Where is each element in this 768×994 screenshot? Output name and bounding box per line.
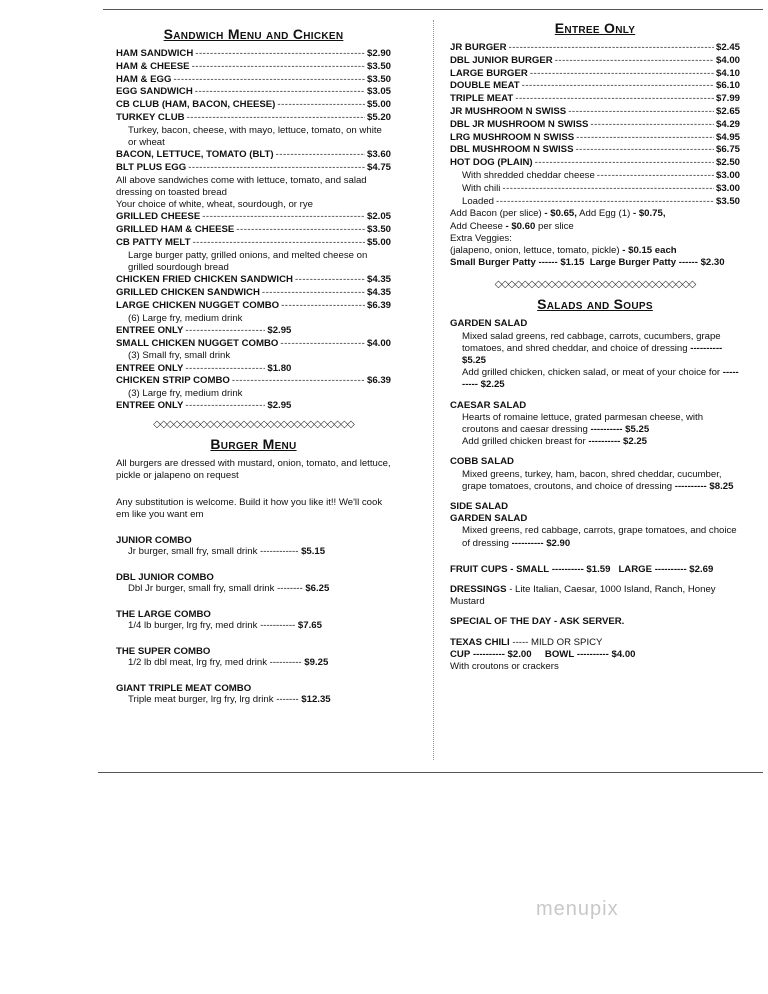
bowl-price: ---------- $4.00	[576, 648, 636, 660]
cobb-salad-title: COBB SALAD	[450, 456, 514, 468]
bread-choice-note: Your choice of white, wheat, sourdough, or rye	[116, 199, 313, 211]
item-price: $5.00	[366, 99, 391, 111]
entree-list	[450, 42, 740, 170]
item-price: $2.90	[366, 48, 391, 59]
leader-dots: -------	[276, 693, 299, 705]
item-name: DOUBLE MEAT	[450, 80, 520, 92]
add-egg-label: Add Egg (1)	[579, 208, 631, 220]
item-price: $4.29	[715, 118, 740, 130]
leader-dots	[185, 325, 265, 338]
item-name: GRILLED CHICKEN SANDWICH	[116, 286, 260, 298]
item-price: $4.75	[366, 161, 391, 173]
item-name: GRILLED CHEESE	[116, 211, 201, 223]
item-name: DBL MUSHROOM N SWISS	[450, 144, 574, 156]
add-cheese-price: - $0.60	[505, 220, 536, 232]
item-name: CB PATTY MELT	[116, 236, 191, 248]
caesar-addon	[450, 436, 740, 448]
leader-dots	[281, 300, 365, 313]
combo-item	[116, 535, 391, 558]
item-price: $2.95	[267, 324, 292, 336]
small-patty-price: ------ $1.15	[538, 257, 585, 269]
sandwich-list-3	[116, 211, 391, 249]
combo-line	[116, 657, 391, 669]
combo-item	[116, 572, 391, 595]
item-price: $3.50	[366, 73, 391, 85]
fruit-large-price: ---------- $2.69	[654, 563, 714, 575]
menu-item-row	[450, 119, 740, 132]
item-price: $4.35	[366, 274, 391, 286]
combo-price: $12.35	[301, 693, 331, 705]
menu-item-row	[116, 211, 391, 224]
menu-item-row	[450, 132, 740, 145]
combo-title: DBL JUNIOR COMBO	[116, 571, 214, 583]
item-name: CHICKEN STRIP COMBO	[116, 375, 230, 387]
side-garden-salad-title: GARDEN SALAD	[450, 513, 528, 525]
fruit-small-price: ---------- $1.59	[551, 563, 611, 575]
salads-heading: Salads and Soups	[537, 296, 653, 313]
large-patty-price: ------ $2.30	[678, 257, 725, 269]
combo-title: GIANT TRIPLE MEAT COMBO	[116, 682, 252, 694]
combo-title: THE SUPER COMBO	[116, 645, 211, 657]
menu-item-row	[450, 170, 740, 183]
menu-item-row	[116, 224, 391, 237]
cup-price: ---------- $2.00	[472, 648, 532, 660]
combo-description: 1/4 lb burger, lrg fry, med drink	[128, 619, 258, 631]
item-name: GRILLED HAM & CHEESE	[116, 224, 235, 236]
veggies-line	[450, 245, 740, 257]
menu-item-row	[116, 99, 391, 112]
item-price: $3.50	[366, 224, 391, 236]
leader-dots	[262, 287, 365, 300]
item-price: $4.00	[366, 337, 391, 349]
menu-item-row	[116, 149, 391, 162]
large-patty-label: Large Burger Patty	[589, 257, 677, 269]
item-price: $4.35	[366, 286, 391, 298]
leader-dots	[188, 162, 365, 175]
right-column	[450, 14, 740, 673]
sandwich-heading: Sandwich Menu and Chicken	[163, 26, 344, 42]
leader-dots	[280, 338, 365, 351]
menu-item-row	[450, 106, 740, 119]
add-egg-price: - $0.75,	[632, 208, 666, 220]
garden-salad-price: ---------- $5.25	[462, 342, 723, 366]
fruit-cups-line	[450, 564, 740, 576]
leader-dots	[232, 375, 365, 388]
fruit-large-label: LARGE	[618, 563, 653, 575]
special-title: SPECIAL OF THE DAY	[450, 616, 552, 628]
item-name: JR MUSHROOM N SWISS	[450, 105, 567, 117]
leader-dots	[185, 400, 265, 413]
special-line	[450, 616, 740, 628]
menu-item-row	[116, 237, 391, 250]
item-name: With shredded cheddar cheese	[462, 169, 595, 181]
hotdog-options	[450, 170, 740, 208]
menu-item-row	[116, 74, 391, 87]
leader-dots	[192, 237, 365, 250]
burger-intro: All burgers are dressed with mustard, onion, tomato, and lettuce, pickle or jalapeno on request	[116, 458, 391, 482]
leader-dots	[295, 274, 365, 287]
bottom-rule	[98, 772, 763, 773]
cup-label: CUP	[450, 648, 471, 660]
leader-dots	[576, 132, 714, 145]
menu-item-row	[116, 162, 391, 175]
garden-salad-text: Mixed salad greens, red cabbage, carrots, cucumbers, grape tomatoes, and shred cheddar, and choice of dressing	[462, 330, 721, 354]
leader-dots	[192, 61, 365, 74]
combo-price: $5.15	[301, 545, 326, 557]
leader-dots	[496, 196, 714, 209]
add-ons-line	[450, 208, 740, 220]
menu-item-row	[450, 55, 740, 68]
combo-title: THE LARGE COMBO	[116, 608, 211, 620]
combo-description: Dbl Jr burger, small fry, small drink	[128, 582, 275, 594]
add-cheese-unit: per slice	[538, 220, 574, 232]
side-salad-price: ---------- $2.90	[511, 537, 571, 549]
caesar-addon-price: ---------- $2.25	[588, 436, 648, 448]
sandwich-note: All above sandwiches come with lettuce, tomato, and salad dressing on toasted bread	[116, 174, 367, 198]
entree-only-row	[116, 325, 391, 338]
item-price: $6.39	[366, 375, 391, 387]
item-name: CHICKEN FRIED CHICKEN SANDWICH	[116, 274, 293, 286]
chili-sizes-line	[450, 649, 740, 661]
sandwich-list-2	[116, 149, 391, 175]
menu-item-row	[450, 183, 740, 196]
leader-dots: --------	[277, 582, 303, 594]
leader-dots	[195, 48, 365, 61]
garden-addon	[450, 367, 740, 391]
burger-heading: Burger Menu	[210, 436, 297, 453]
garden-addon-text: Add grilled chicken, chicken salad, or meat of your choice for	[462, 367, 721, 379]
menu-item-row	[116, 274, 391, 287]
item-price: $3.60	[366, 149, 391, 161]
item-price: $3.00	[715, 169, 740, 181]
leader-dots	[575, 144, 714, 157]
side-salad-title: SIDE SALAD	[450, 501, 509, 513]
bowl-label: BOWL	[544, 648, 575, 660]
combo-list	[116, 535, 391, 706]
item-name: EGG SANDWICH	[116, 86, 193, 98]
combo-item	[116, 683, 391, 706]
item-price: $2.45	[715, 42, 740, 53]
item-name: ENTREE ONLY	[116, 400, 184, 412]
diamond-divider: ◇◇◇◇◇◇◇◇◇◇◇◇◇◇◇◇◇◇◇◇◇◇◇◇◇◇◇◇◇◇	[153, 419, 354, 431]
menu-item-row	[116, 48, 391, 61]
leader-dots	[590, 119, 714, 132]
combo-line	[116, 546, 391, 558]
item-name: LRG MUSHROOM N SWISS	[450, 131, 575, 143]
chili-note: With croutons or crackers	[450, 661, 559, 673]
leader-dots	[277, 99, 365, 112]
garden-salad-description	[450, 331, 740, 368]
menu-item-row	[116, 287, 391, 300]
leader-dots	[509, 42, 714, 55]
chili-title: TEXAS CHILI	[450, 636, 510, 648]
item-name: DBL JR MUSHROOM N SWISS	[450, 118, 589, 130]
small-nugget-description: (3) Small fry, small drink	[128, 350, 231, 362]
menupix-watermark: menupix	[536, 898, 619, 920]
menu-item-row	[450, 93, 740, 106]
caesar-salad-title: CAESAR SALAD	[450, 399, 527, 411]
item-price: $3.00	[715, 182, 740, 194]
cobb-salad-text: Mixed greens, turkey, ham, bacon, shred cheddar, cucumber, grape tomatoes, croutons, and choice of dressing	[462, 468, 722, 492]
cobb-salad-description	[450, 469, 740, 493]
item-name: ENTREE ONLY	[116, 324, 184, 336]
top-rule	[103, 9, 763, 10]
entree-only-row	[116, 400, 391, 413]
item-price: $5.00	[366, 236, 391, 248]
combo-item	[116, 646, 391, 669]
add-cheese-label: Add Cheese	[450, 220, 503, 232]
leader-dots	[195, 86, 365, 99]
veggies-list: (jalapeno, onion, lettuce, tomato, pickle)	[450, 244, 620, 256]
item-price: $4.10	[715, 67, 740, 79]
item-name: Loaded	[462, 195, 495, 207]
item-price: $2.65	[715, 105, 740, 117]
item-name: LARGE CHICKEN NUGGET COMBO	[116, 299, 280, 311]
garden-salad-title: GARDEN SALAD	[450, 318, 528, 330]
item-price: $6.75	[715, 144, 740, 156]
leader-dots: ----------	[269, 656, 302, 668]
left-column	[116, 20, 391, 706]
leader-dots	[530, 68, 714, 81]
leader-dots: ------------	[260, 545, 299, 557]
combo-line	[116, 620, 391, 632]
leader-dots	[202, 211, 365, 224]
leader-dots	[236, 224, 365, 237]
item-name: BACON, LETTUCE, TOMATO (BLT)	[116, 149, 274, 161]
item-name: JR BURGER	[450, 42, 507, 53]
substitution-note: Any substitution is welcome. Build it how you like it!! We'll cook em like you want em	[116, 496, 383, 520]
combo-title: JUNIOR COMBO	[116, 534, 192, 546]
side-salad-text: Mixed greens, red cabbage, carrots, grape tomatoes, and choice of dressing	[462, 525, 737, 549]
chili-options: ----- MILD OR SPICY	[512, 636, 603, 648]
menu-item-row	[450, 144, 740, 157]
special-text: - ASK SERVER.	[553, 616, 625, 628]
menu-item-row	[450, 80, 740, 93]
chili-line	[450, 637, 740, 649]
item-price: $3.50	[715, 195, 740, 207]
item-name: BLT PLUS EGG	[116, 161, 187, 173]
garden-addon-price: ---------- $2.25	[462, 367, 739, 391]
dressings-title: DRESSINGS	[450, 584, 507, 596]
combo-description: 1/2 lb dbl meat, lrg fry, med drink	[128, 656, 267, 668]
leader-dots	[555, 55, 714, 68]
chicken-list	[116, 274, 391, 312]
leader-dots: -----------	[260, 619, 296, 631]
item-price: $2.95	[267, 400, 292, 412]
menu-item-row	[450, 42, 740, 55]
item-price: $6.39	[366, 299, 391, 311]
item-name: DBL JUNIOR BURGER	[450, 54, 553, 66]
leader-dots	[187, 112, 365, 125]
caesar-salad-description	[450, 412, 740, 436]
item-price: $2.50	[715, 157, 740, 169]
menu-item-row	[116, 86, 391, 99]
item-price: $7.99	[715, 93, 740, 105]
extra-veggies-label: Extra Veggies:	[450, 232, 512, 244]
add-cheese-line	[450, 221, 740, 233]
combo-description: Jr burger, small fry, small drink	[128, 545, 258, 557]
menu-item-row	[116, 300, 391, 313]
item-price: $6.10	[715, 80, 740, 92]
item-name: ENTREE ONLY	[116, 362, 184, 374]
combo-price: $7.65	[297, 619, 322, 631]
item-name: CB CLUB (HAM, BACON, CHEESE)	[116, 99, 276, 111]
combo-price: $6.25	[305, 582, 330, 594]
leader-dots	[502, 183, 714, 196]
chicken-strip-description: (3) Large fry, medium drink	[128, 388, 243, 400]
patty-line	[450, 257, 740, 269]
leader-dots	[535, 157, 714, 170]
combo-line	[116, 694, 391, 706]
combo-price: $9.25	[304, 656, 329, 668]
item-name: HAM SANDWICH	[116, 48, 194, 59]
entree-heading: Entree Only	[554, 20, 636, 36]
item-price: $1.80	[267, 362, 292, 374]
turkey-club-description: Turkey, bacon, cheese, with mayo, lettuce, tomato, on white or wheat	[128, 124, 382, 148]
caesar-salad-text: Hearts of romaine lettuce, grated parmesan cheese, with croutons and caesar dressing	[462, 411, 704, 435]
leader-dots	[515, 93, 714, 106]
menu-item-row	[450, 157, 740, 170]
item-price: $5.20	[366, 111, 391, 123]
item-name: SMALL CHICKEN NUGGET COMBO	[116, 337, 279, 349]
menu-item-row	[450, 196, 740, 209]
veggies-price: - $0.15 each	[622, 244, 677, 256]
item-name: TURKEY CLUB	[116, 111, 185, 123]
leader-dots	[522, 80, 714, 93]
menu-item-row	[116, 61, 391, 74]
combo-item	[116, 609, 391, 632]
dressings-line	[450, 584, 740, 608]
menu-item-row	[450, 68, 740, 81]
combo-description: Triple meat burger, lrg fry, lrg drink	[128, 693, 274, 705]
dressings-list: - Lite Italian, Caesar, 1000 Island, Ranch, Honey Mustard	[450, 584, 716, 608]
leader-dots	[173, 74, 365, 87]
leader-dots	[568, 106, 714, 119]
item-price: $4.00	[715, 54, 740, 66]
add-bacon-price: - $0.65,	[544, 208, 577, 220]
item-name: LARGE BURGER	[450, 67, 528, 79]
item-price: $3.50	[366, 60, 391, 72]
item-name: HOT DOG (PLAIN)	[450, 157, 533, 169]
entree-only-row	[116, 363, 391, 376]
small-patty-label: Small Burger Patty	[450, 257, 536, 269]
item-price: $4.95	[715, 131, 740, 143]
diamond-divider: ◇◇◇◇◇◇◇◇◇◇◇◇◇◇◇◇◇◇◇◇◇◇◇◇◇◇◇◇◇◇	[494, 279, 696, 291]
side-salad-description	[450, 525, 740, 549]
leader-dots	[276, 149, 365, 162]
item-name: TRIPLE MEAT	[450, 93, 514, 105]
leader-dots	[597, 170, 714, 183]
caesar-salad-price: ---------- $5.25	[590, 424, 650, 435]
item-price: $2.05	[366, 211, 391, 223]
menu-item-row	[116, 112, 391, 125]
combo-line	[116, 583, 391, 595]
small-nugget-row	[116, 338, 391, 351]
column-divider	[433, 20, 434, 760]
sandwich-list	[116, 48, 391, 125]
item-price: $3.05	[366, 86, 391, 98]
item-name: HAM & CHEESE	[116, 60, 190, 72]
chicken-strip-row	[116, 375, 391, 388]
fruit-small-label: FRUIT CUPS - SMALL	[450, 563, 550, 575]
item-name: HAM & EGG	[116, 73, 172, 85]
cobb-salad-price: ---------- $8.25	[674, 480, 734, 492]
add-bacon-label: Add Bacon (per slice)	[450, 208, 542, 220]
large-nugget-description: (6) Large fry, medium drink	[128, 312, 243, 324]
caesar-addon-text: Add grilled chicken breast for	[462, 436, 586, 448]
patty-melt-description: Large burger patty, grilled onions, and melted cheese on grilled sourdough bread	[128, 249, 368, 273]
item-name: With chili	[462, 182, 501, 194]
leader-dots	[185, 363, 265, 376]
